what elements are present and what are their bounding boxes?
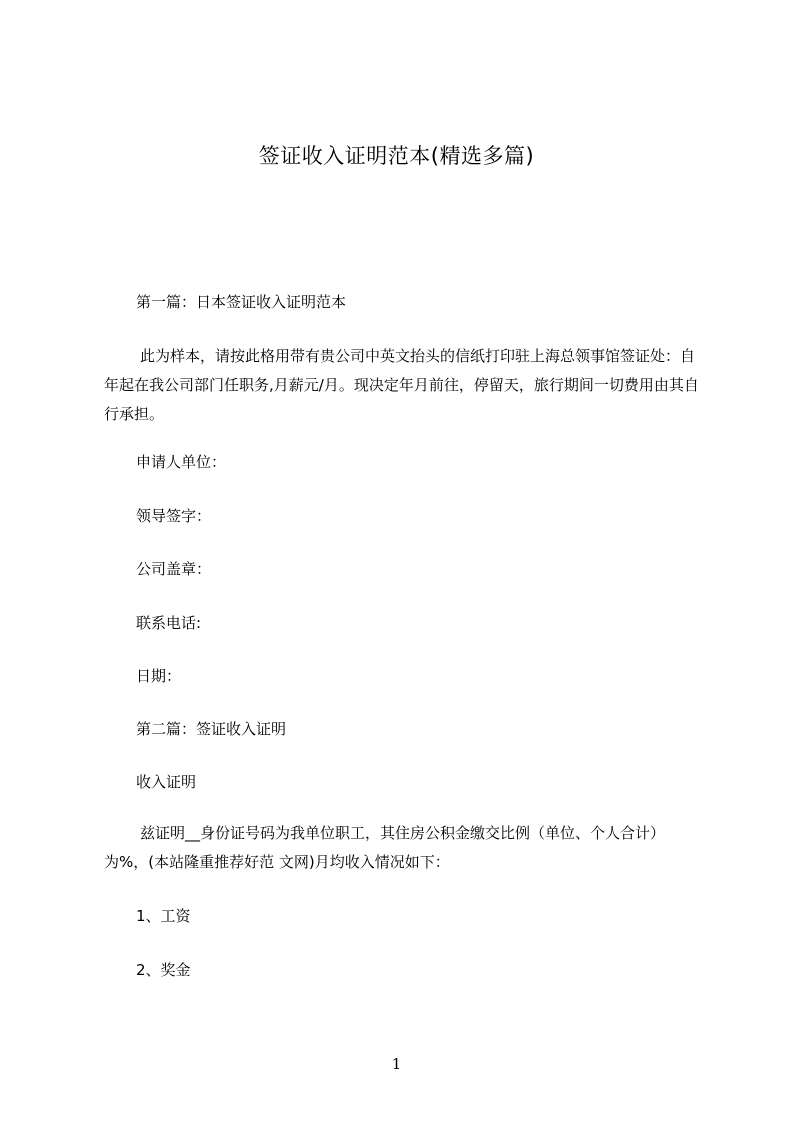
section2-body-paragraph: [104, 819, 704, 877]
section2-heading: 第二篇：签证收入证明: [136, 720, 287, 738]
section1-body-paragraph: [104, 342, 704, 429]
company-seal-label: 公司盖章：: [136, 560, 212, 578]
page-number: 1: [391, 1055, 402, 1073]
applicant-unit-label: 申请人单位：: [136, 453, 227, 471]
list-item-bonus: 2、奖金: [136, 961, 191, 979]
date-label: 日期：: [136, 667, 182, 685]
section1-body-text: 此为样本，请按此格用带有贵公司中英文抬头的信纸打印驻上海总领事馆签证处：自年起在我公司部门任职务,月薪元/月。现决定年月前往，停留天，旅行期间一切费用由其自行承担。: [104, 347, 699, 423]
section2-body-text: 兹证明__身份证号码为我单位职工，其住房公积金缴交比例（单位、个人合计）为%，(本站隆重推荐好范 文网)月均收入情况如下：: [104, 824, 666, 871]
leader-signature-label: 领导签字：: [136, 507, 212, 525]
income-proof-heading: 收入证明: [136, 773, 197, 791]
section1-heading: 第一篇：日本签证收入证明范本: [136, 293, 347, 311]
contact-phone-label: 联系电话:: [136, 614, 202, 632]
document-title: 签证收入证明范本(精选多篇): [258, 144, 535, 168]
list-item-salary: 1、工资: [136, 907, 191, 925]
